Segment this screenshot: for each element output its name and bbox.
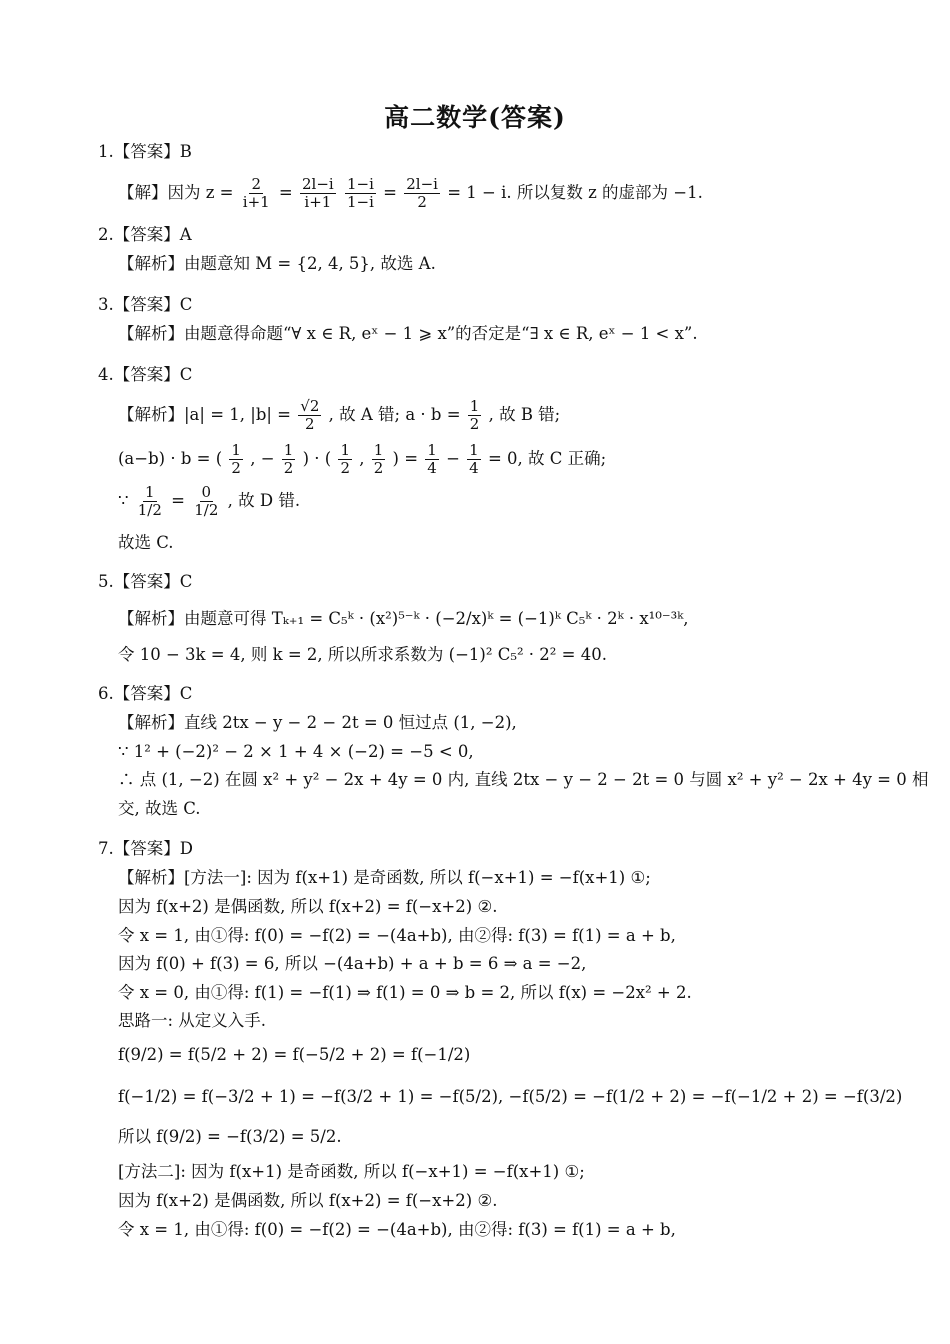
q7-solution-line8: f(−1/2) = f(−3/2 + 1) = −f(3/2 + 1) = −f(5/2), −f(5/2) = −f(1/2 + 2) = −f(−1/2 + 2) = −f(3/2) — [118, 1087, 903, 1106]
q1-solution: 【解】因为 z = $\frac{2}{i+1}$ = $\frac{2l-i}{i+1}$ $\frac{1-i}{1-i}$ = $\frac{2l-i}{2}$ = 1 − i. 所以复数 z 的虚部为 −1. — [118, 175, 703, 211]
fraction: $\frac{1}{2}$ — [231, 441, 241, 477]
text: , 故 D 错. — [227, 491, 301, 510]
q6-answer: 6.【答案】C — [98, 684, 193, 703]
text: , — [359, 449, 365, 468]
q7-solution-line7: f(9/2) = f(5/2 + 2) = f(−5/2 + 2) = f(−1/2) — [118, 1045, 471, 1064]
page-title: 高二数学(答案) — [384, 103, 566, 132]
fraction: $\frac{1}{4}$ — [427, 441, 437, 477]
q7-solution-line2: 因为 f(x+2) 是偶函数, 所以 f(x+2) = f(−x+2) ②. — [118, 897, 498, 916]
q7-answer: 7.【答案】D — [98, 839, 193, 858]
q7-solution-line6: 思路一: 从定义入手. — [118, 1011, 267, 1030]
text: , 故 A 错; a · b = — [328, 405, 461, 424]
q7-solution-line10: [方法二]: 因为 f(x+1) 是奇函数, 所以 f(−x+1) = −f(x+1) ①; — [118, 1162, 585, 1181]
text: = 0, 故 C 正确; — [487, 449, 607, 468]
fraction: $\frac{1}{1/2}$ — [137, 483, 162, 519]
fraction: $\frac{1}{4}$ — [469, 441, 479, 477]
q6-solution-line3: ∴ 点 (1, −2) 在圆 x² + y² − 2x + 4y = 0 内, 直线 2tx − y − 2 − 2t = 0 与圆 x² + y² − 2x + 4y = 0 相 — [118, 770, 929, 789]
q6-solution-line4: 交, 故选 C. — [118, 799, 201, 818]
q7-solution-line9: 所以 f(9/2) = −f(3/2) = 5/2. — [118, 1127, 342, 1146]
q5-answer: 5.【答案】C — [98, 572, 193, 591]
q7-solution-line3: 令 x = 1, 由①得: f(0) = −f(2) = −(4a+b), 由②得: f(3) = f(1) = a + b, — [118, 926, 676, 945]
fraction: $\frac{2l-i}{i+1}$ — [302, 175, 334, 211]
q7-solution-line12: 令 x = 1, 由①得: f(0) = −f(2) = −(4a+b), 由②得: f(3) = f(1) = a + b, — [118, 1220, 676, 1239]
text: − — [446, 449, 460, 468]
fraction: $\frac{1}{2}$ — [340, 441, 350, 477]
fraction: $\frac{1-i}{1-i}$ — [346, 175, 374, 211]
q4-solution-line4: 故选 C. — [118, 533, 174, 552]
q3-solution: 【解析】由题意得命题“∀ x ∈ R, eˣ − 1 ⩾ x”的否定是“∃ x ∈ R, eˣ − 1 < x”. — [118, 324, 698, 343]
fraction: $\frac{1}{2}$ — [469, 397, 480, 433]
q7-solution-line5: 令 x = 0, 由①得: f(1) = −f(1) ⇒ f(1) = 0 ⇒ b = 2, 所以 f(x) = −2x² + 2. — [118, 983, 692, 1002]
q4-solution-line3 — [118, 484, 300, 519]
text: ∵ — [118, 491, 129, 510]
q1-answer: 1.【答案】B — [98, 142, 192, 161]
fraction: $\frac{1}{2}$ — [373, 441, 384, 477]
q3-answer: 3.【答案】C — [98, 295, 193, 314]
fraction: $\frac{0}{1/2}$ — [194, 483, 219, 519]
q7-solution-line4: 因为 f(0) + f(3) = 6, 所以 −(4a+b) + a + b = 6 ⇒ a = −2, — [118, 954, 587, 973]
q6-solution-line2: ∵ 1² + (−2)² − 2 × 1 + 4 × (−2) = −5 < 0, — [118, 742, 474, 761]
fraction: $\frac{2l-i}{2}$ — [406, 175, 438, 211]
q5-solution-line2: 令 10 − 3k = 4, 则 k = 2, 所以所求系数为 (−1)² C₅² · 2² = 40. — [118, 645, 607, 664]
text: , − — [250, 449, 275, 468]
text: 【解析】|a| = 1, |b| = — [118, 405, 292, 424]
q2-answer: 2.【答案】A — [98, 225, 192, 244]
text: = — [171, 491, 185, 510]
fraction: $\frac{1}{2}$ — [283, 441, 294, 477]
q5-solution-line1: 【解析】由题意可得 Tₖ₊₁ = C₅ᵏ · (x²)⁵⁻ᵏ · (−2/x)ᵏ = (−1)ᵏ C₅ᵏ · 2ᵏ · x¹⁰⁻³ᵏ, — [118, 609, 689, 628]
q4-solution-line2 — [118, 442, 606, 477]
q4-solution-line1 — [118, 398, 560, 433]
text: , 故 B 错; — [488, 405, 561, 424]
q4-answer: 4.【答案】C — [98, 365, 193, 384]
q6-solution-line1: 【解析】直线 2tx − y − 2 − 2t = 0 恒过点 (1, −2), — [118, 713, 517, 732]
text: ) · ( — [302, 449, 332, 468]
fraction: $\frac{2}{i+1}$ — [242, 175, 270, 211]
q1-sol-pre: 【解】因为 z = — [118, 183, 234, 202]
q2-solution: 【解析】由题意知 M = {2, 4, 5}, 故选 A. — [118, 254, 436, 273]
text: ) = — [392, 449, 419, 468]
fraction: $\frac{√2}{2}$ — [300, 397, 320, 433]
q1-sol-post: = 1 − i. 所以复数 z 的虚部为 −1. — [447, 183, 703, 202]
text: (a−b) · b = ( — [118, 449, 223, 468]
q7-solution-line1: 【解析】[方法一]: 因为 f(x+1) 是奇函数, 所以 f(−x+1) = −f(x+1) ①; — [118, 868, 651, 887]
q7-solution-line11: 因为 f(x+2) 是偶函数, 所以 f(x+2) = f(−x+2) ②. — [118, 1191, 498, 1210]
